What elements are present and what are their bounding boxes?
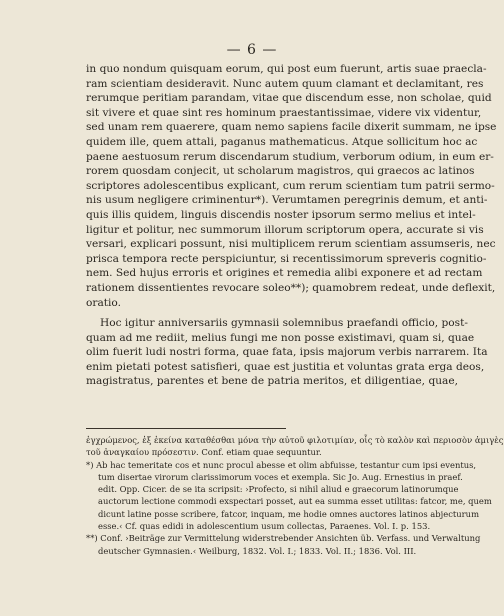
footnote-line: *) Ab hac temeritate cos et nunc procul abesse et olim abfuisse, testantur cum ipsi eventus, xyxy=(86,459,477,470)
footnote-line: deutscher Gymnasien.‹ Weilburg, 1832. Vol. I.; 1833. Vol. II.; 1836. Vol. III. xyxy=(98,545,417,556)
paragraph-1 xyxy=(86,62,497,310)
main-text xyxy=(86,62,497,389)
text-line: ligitur et politur, nec summorum illorum scriptorum opera, accurate si vis xyxy=(86,223,484,236)
footnote-line: dicunt latine posse scribere, fatcor, inquam, me hodie omnes auctores latinos abjecturum xyxy=(98,508,480,519)
text-line: sed unam rem quaerere, quam nemo sapiens facile dixerit summam, ne ipse xyxy=(86,121,497,134)
text-line: versari, explicari possunt, nisi multiplicem rerum scientiam assumseris, nec xyxy=(86,238,496,251)
text-line: paene aestuosum rerum discendarum studium, verborum odium, in eum er- xyxy=(86,150,494,163)
text-line: enim pietati potest satisfieri, quae est justitia et voluntas grata erga deos, xyxy=(86,360,485,373)
text-line: rationem dissentientes revocare soleo**); quamobrem redeat, unde deflexit, xyxy=(86,281,496,294)
text-line: olim fuerit ludi nostri forma, quae fata, ipsis majorum verbis narrarem. Ita xyxy=(86,346,488,359)
footnote-line: τοῦ ἀναγκαίου πρόσεστιν. Conf. etiam quae sequuntur. xyxy=(86,447,322,458)
footnote-rule xyxy=(86,428,286,429)
text-line: rerumque peritiam parandam, vitae que discendum esse, non scholae, quid xyxy=(86,92,492,105)
page-number: — 6 — xyxy=(226,42,278,58)
footnotes xyxy=(86,434,504,557)
footnote-line: edit. Opp. Cicer. de se ita scripsit: ›Profecto, si nihil aliud e graecorum latinorumque xyxy=(98,484,459,495)
text-line: sit vivere et quae sint res hominum praestantissimae, videre vix videntur, xyxy=(86,106,482,119)
text-line: nis usum negligere criminentur*). Verumtamen peregrinis demum, et anti- xyxy=(86,194,488,207)
text-line: scriptores adolescentibus explicant, cum rerum scientiam tum patrii sermo- xyxy=(86,179,495,192)
text-line: in quo nondum quisquam eorum, qui post eum fuerunt, artis suae praecla- xyxy=(86,63,487,75)
text-line: prisca tempora recte perspiciuntur, si recentissimorum spreveris cognitio- xyxy=(86,252,487,265)
footnote-line: esse.‹ Cf. quas edidi in adolescentium usum collectas, Paraenes. Vol. I. p. 153. xyxy=(98,521,431,532)
text-line: quis illis quidem, linguis discendis noster ipsorum sermo melius et intel- xyxy=(86,208,476,221)
footnote-line: auctorum lectione commodi exspectari posset, aut ea summa esset utilitas: fatcor, me, quem xyxy=(98,496,492,507)
text-line: quidem ille, quem attali, paganus mathematicus. Atque sollicitum hoc ac xyxy=(86,135,478,148)
footnote-line: ἐγχρώμενος, ἐξ ἐκείνα καταθέσθαι μόνα τὴν αὐτοῦ φιλοτιμίαν, οἷς τὸ καλὸν καὶ περιοσὸν ἀμιγὲς xyxy=(86,435,504,445)
footnote-line: **) Conf. ›Beiträge zur Vermittelung widerstrebender Ansichten üb. Verfass. und Verwaltung xyxy=(86,533,481,544)
text-line: quam ad me rediit, melius fungi me non posse existimavi, quam si, quae xyxy=(86,331,475,344)
text-line: Hoc igitur anniversariis gymnasii solemnibus praefandi officio, post- xyxy=(100,317,468,330)
text-line: magistratus, parentes et bene de patria meritos, et diligentiae, quae, xyxy=(86,375,458,388)
paragraph-2 xyxy=(86,316,488,389)
footnote-line: tum disertae virorum clarissimorum voces et exempla. Sic Jo. Aug. Ernestius in praef. xyxy=(98,471,463,482)
text-line: rorem quosdam conjecit, ut scholarum magistros, qui graecos ac latinos xyxy=(86,165,475,178)
text-line: ram scientiam desideravit. Nunc autem quum clamant et declamitant, res xyxy=(86,77,484,90)
text-line: nem. Sed hujus erroris et origines et remedia alibi exponere et ad rectam xyxy=(86,267,483,280)
text-line: oratio. xyxy=(86,296,121,309)
